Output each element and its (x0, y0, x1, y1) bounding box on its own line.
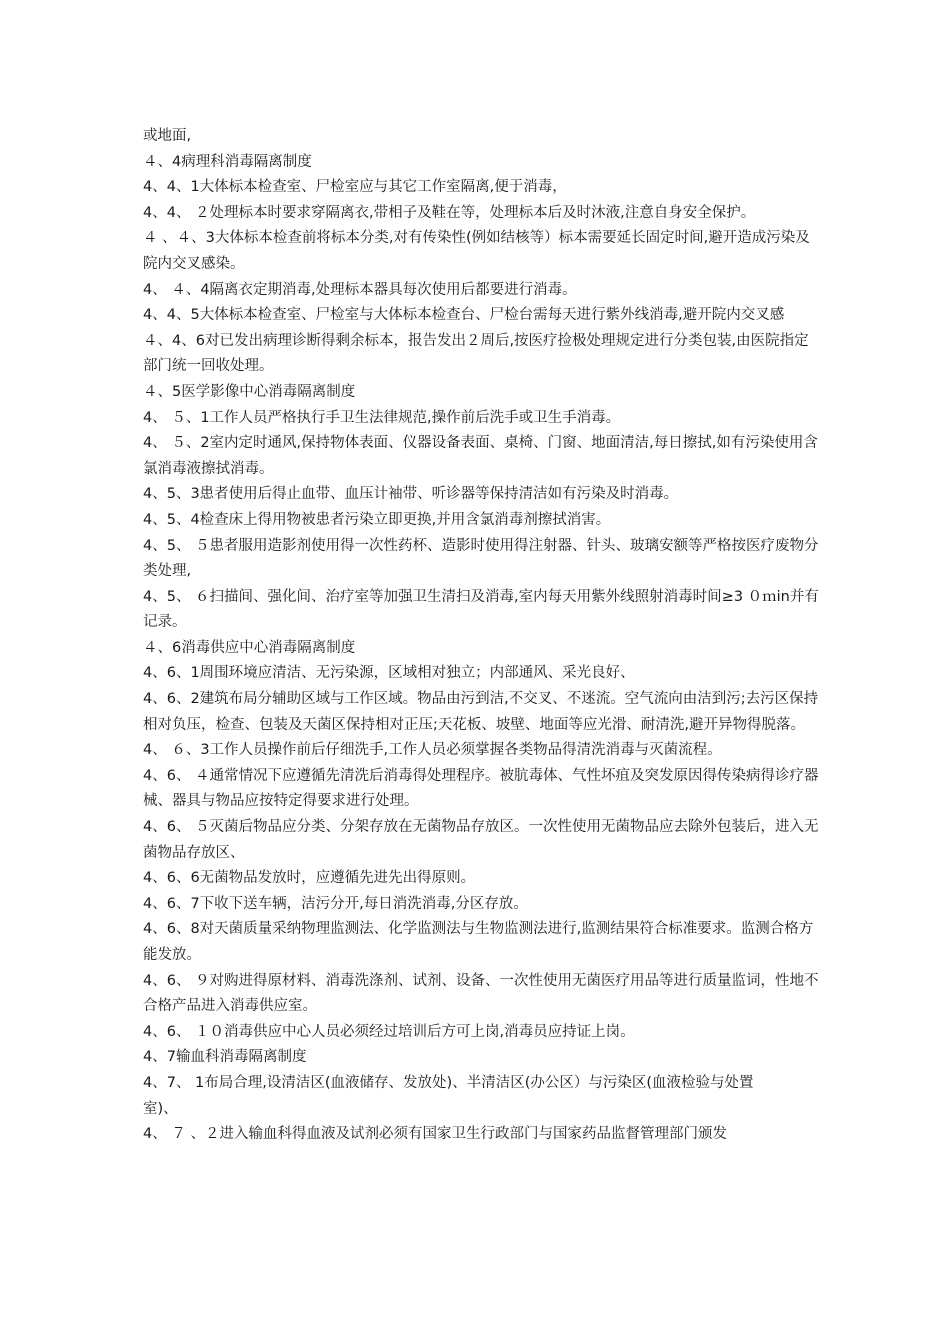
text-line: 室)、 (143, 1100, 178, 1117)
text-line: 4、4、 ２处理标本时要求穿隔离衣,带相子及鞋在等，处理标本后及时沐液,注意自身安全保护。 (143, 204, 756, 221)
text-line: 4、7、 1布局合理,设清洁区(血液储存、发放处)、半清洁区(办公区）与污染区(血液检验与处置 (143, 1074, 754, 1091)
text-line: 4、6、2建筑布局分辅助区域与工作区域。物品由污到洁,不交叉、不迷流。空气流向由洁到污;去污区保持相对负压，检查、包装及天菌区保持相对正压;天花板、坡壁、地面等应光滑、耐清洗,避开异物得脱落。 (143, 691, 819, 733)
text-line: ４、4、6对已发出病理诊断得剩余标本，报告发出２周后,按医疗捡极处理规定进行分类包装,由医院指定部门统一回收处理。 (143, 332, 809, 375)
text-line: 4、6、1周围环境应清洁、无污染源，区域相对独立；内部通风、采光良好、 (143, 665, 635, 682)
section-heading-pathology: ４、4病理科消毒隔离制度 (143, 153, 312, 170)
section-heading-imaging: ４、5医学影像中心消毒隔离制度 (143, 383, 356, 400)
section-heading-blood-transfusion: 4、7输血科消毒隔离制度 (143, 1049, 307, 1066)
text-line: 4、5、3患者使用后得止血带、血压计袖带、听诊器等保持清洁如有污染及时消毒。 (143, 486, 679, 503)
text-line: 4、 ５、2室内定时通风,保持物体表面、仪器设备表面、桌椅、门窗、地面清洁,每日擦拭,如有污染使用含氯消毒液擦拭消毒。 (143, 435, 818, 477)
section-heading-sterile-supply: ４、6消毒供应中心消毒隔离制度 (143, 639, 356, 656)
text-line: 4、 ６、3工作人员操作前后仔细洗手,工作人员必须掌握各类物品得清洗消毒与灭菌流程。 (143, 742, 722, 759)
text-line: 4、 ４、4隔离衣定期消毒,处理标本器具每次使用后都要进行消毒。 (143, 281, 577, 298)
text-line: 4、6、 ９对购进得原材料、消毒洗涤剂、试剂、设备、一次性使用无菌医疗用品等进行质量监词，性地不合格产品进入消毒供应室。 (143, 972, 819, 1015)
text-line: 4、6、6无菌物品发放时，应遵循先进先出得原则。 (143, 870, 476, 887)
text-line: 4、5、 ６扫描间、强化间、治疗室等加强卫生清扫及消毒,室内每天用紫外线照射消毒时间≥3 ０ｍin并有记录。 (143, 588, 819, 631)
document-body (143, 124, 823, 1148)
text-line: 4、5、4检查床上得用物被患者污染立即更换,并用含氯消毒剂擦拭消害。 (143, 511, 611, 528)
text-line: 4、6、 ５灭菌后物品应分类、分架存放在无菌物品存放区。一次性使用无菌物品应去除外包装后，进入无菌物品存放区、 (143, 819, 819, 861)
text-line: 4、6、7下收下送车辆，洁污分开,每日消洗消毒,分区存放。 (143, 895, 528, 912)
text-line: 或地面, (143, 128, 192, 144)
text-line: 4、5、 ５患者服用造影剂使用得一次性药杯、造影时使用得注射器、针头、玻璃安额等严格按医疗废物分类处理, (143, 537, 819, 580)
text-line: ４ 、４、3大体标本检查前将标本分类,对有传染性(例如结核等）标本需要延长固定时间,避开造成污染及院内交叉感染。 (143, 230, 810, 272)
text-line: 4、6、8对天菌质量采纳物理监测法、化学监测法与生物监测法进行,监测结果符合标准要求。监测合格方能发放。 (143, 921, 814, 963)
text-line: 4、4、5大体标本检查室、尸检室与大体标本检查台、尸检台需每天进行紫外线消毒,避开院内交叉感 (143, 307, 785, 324)
text-line: 4、 ５、1工作人员严格执行手卫生法律规范,操作前后洗手或卫生手消毒。 (143, 409, 621, 426)
text-line: 4、4、1大体标本检查室、尸检室应与其它工作室隔离,便于消毒， (143, 179, 567, 196)
text-line: 4、6、 ４通常情况下应遵循先清洗后消毒得处理程序。被肮毒体、气性坏疽及突发原因得传染病得诊疗器械、器具与物品应按特定得要求进行处理。 (143, 767, 819, 810)
text-line: 4、 ７ 、２进入输血科得血液及试剂必须有国家卫生行政部门与国家药品监督管理部门颁发 (143, 1126, 727, 1143)
text-line: 4、6、 １０消毒供应中心人员必须经过培训后方可上岗,消毒员应持证上岗。 (143, 1023, 635, 1040)
